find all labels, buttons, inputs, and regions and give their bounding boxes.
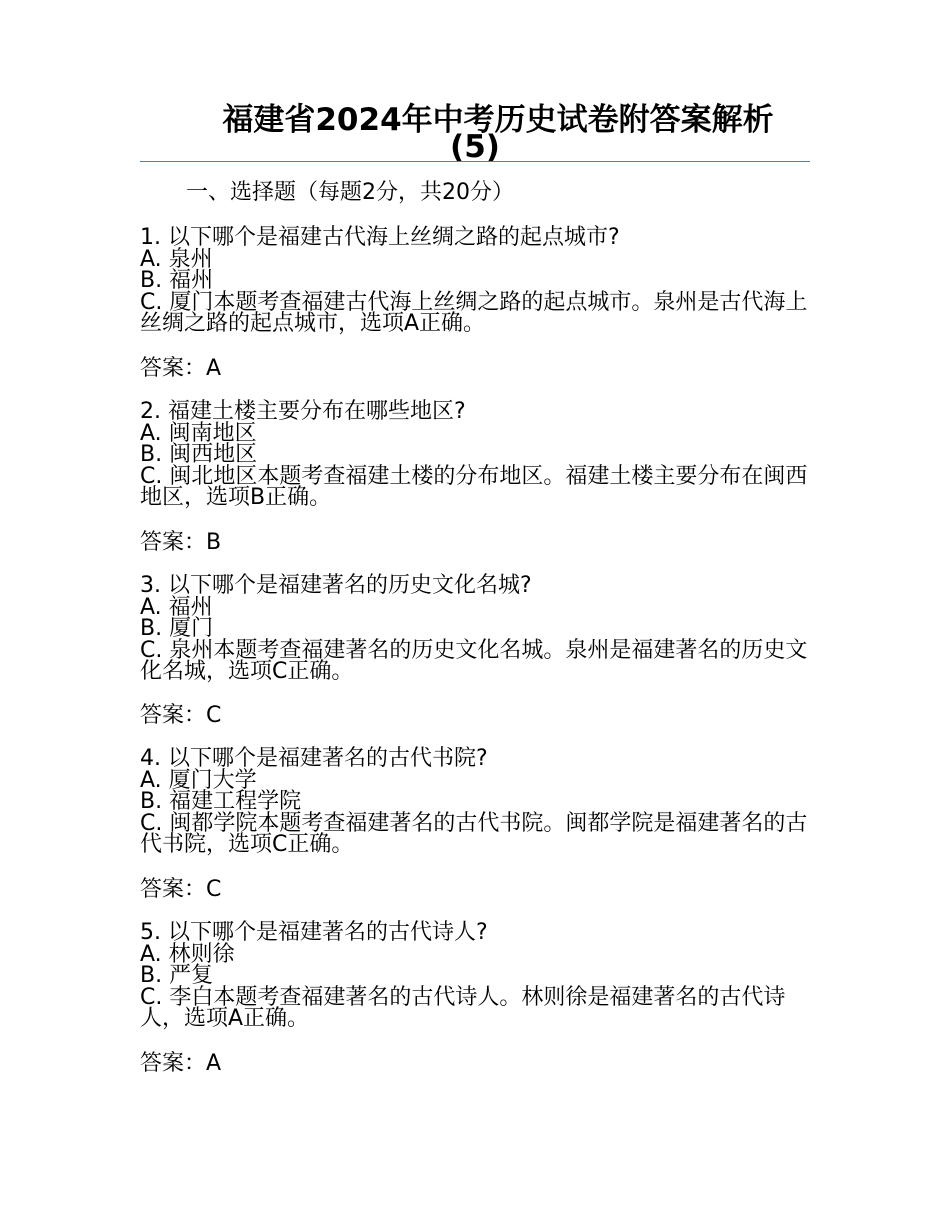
question-4	[140, 748, 810, 856]
question-2	[140, 401, 810, 509]
question-3	[140, 575, 810, 683]
question-1	[140, 227, 810, 335]
question-stem: 2. 福建土楼主要分布在哪些地区?	[140, 399, 466, 424]
section-heading: 一、选择题（每题2分，共20分）	[186, 180, 514, 205]
option-b: B. 福建工程学院	[140, 789, 302, 814]
option-c-explanation: C. 泉州本题考查福建著名的历史文化名城。泉州是福建著名的历史文化名城，选项C正确。	[140, 637, 808, 684]
option-a: A. 泉州	[140, 246, 213, 272]
document-title-suffix: (5)	[450, 129, 500, 165]
question-stem: 3. 以下哪个是福建著名的历史文化名城?	[140, 573, 532, 598]
question-stem: 4. 以下哪个是福建著名的古代书院?	[140, 746, 488, 771]
option-b: B. 严复	[140, 963, 214, 988]
option-c-explanation: C. 厦门本题考查福建古代海上丝绸之路的起点城市。泉州是古代海上丝绸之路的起点城市，选项A正确。	[140, 289, 808, 336]
option-a: A. 闽南地区	[140, 420, 257, 446]
answer-5: 答案：A	[140, 1051, 222, 1076]
option-c-explanation: C. 李白本题考查福建著名的古代诗人。林则徐是福建著名的古代诗人，选项A正确。	[140, 984, 786, 1031]
option-b: B. 闽西地区	[140, 442, 258, 467]
question-stem: 1. 以下哪个是福建古代海上丝绸之路的起点城市?	[140, 225, 620, 250]
option-b: B. 福州	[140, 268, 214, 293]
title-divider	[140, 161, 810, 162]
question-stem: 5. 以下哪个是福建著名的古代诗人?	[140, 920, 488, 945]
option-a: A. 福州	[140, 594, 213, 620]
option-c-explanation: C. 闽北地区本题考查福建土楼的分布地区。福建土楼主要分布在闽西地区，选项B正确。	[140, 463, 808, 510]
option-a: A. 厦门大学	[140, 767, 257, 793]
answer-4: 答案：C	[140, 877, 222, 902]
question-5	[140, 922, 810, 1030]
document-title: 福建省2024年中考历史试卷附答案解析	[222, 102, 774, 138]
option-c-explanation: C. 闽都学院本题考查福建著名的古代书院。闽都学院是福建著名的古代书院，选项C正确。	[140, 810, 808, 857]
answer-3: 答案：C	[140, 703, 222, 728]
answer-2: 答案：B	[140, 530, 222, 555]
answer-1: 答案：A	[140, 356, 222, 381]
option-b: B. 厦门	[140, 616, 214, 641]
option-a: A. 林则徐	[140, 941, 235, 967]
